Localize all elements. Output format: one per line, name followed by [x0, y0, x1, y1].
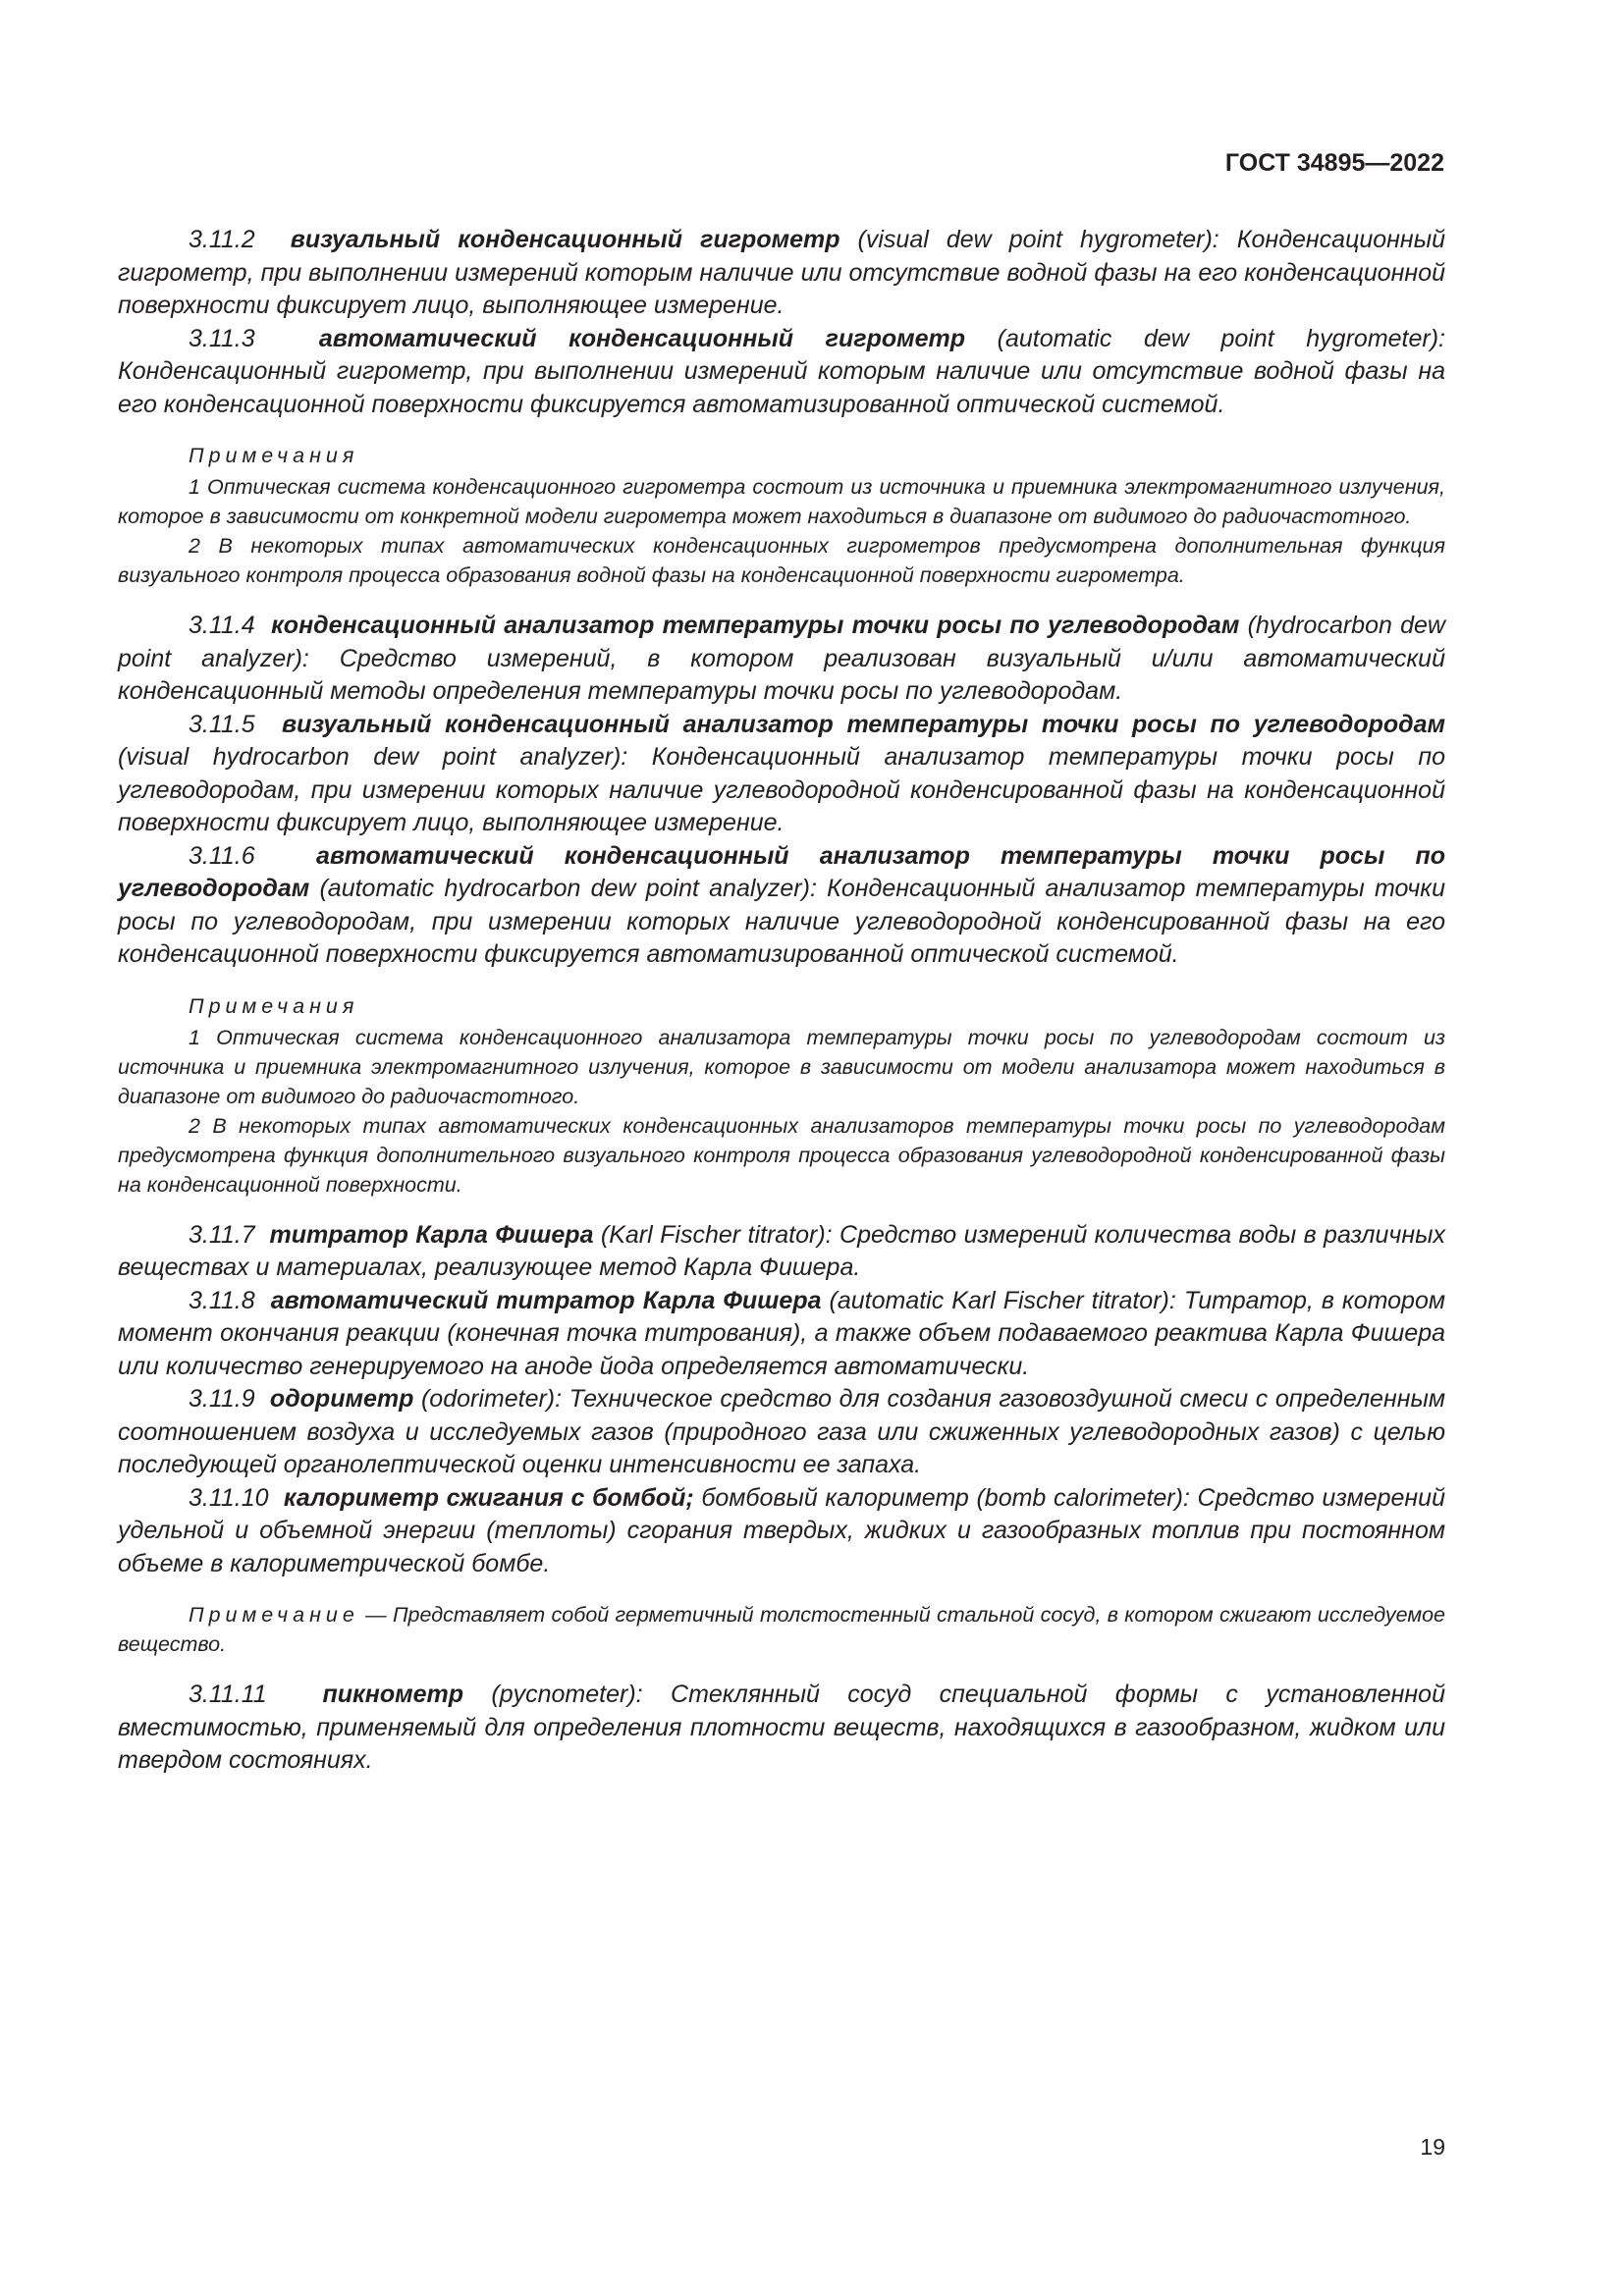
term: автоматический конденсационный гигрометр — [318, 324, 966, 352]
term: автоматический титратор Карла Фишера — [270, 1286, 822, 1314]
note-label: Примечание — [189, 1603, 359, 1627]
term: автоматический конденсационный анализатор температуры точки росы по углеводородам — [118, 841, 1445, 902]
clause-number: 3.11.10 — [189, 1483, 269, 1512]
definition-text: (Karl Fischer titrator): Средство измерений количества воды в различных веществах и материалах, реализующее метод Карла Фишера. — [118, 1220, 1445, 1281]
definition-3-11-11 — [118, 1679, 1445, 1778]
term: титратор Карла Фишера — [269, 1220, 594, 1249]
note-block-3 — [118, 1600, 1445, 1659]
clause-number: 3.11.6 — [189, 841, 255, 870]
definition-text: (automatic hydrocarbon dew point analyzer): Конденсационный анализатор температуры точки росы по углеводородам, при измерении которых наличие углеводородной конденсированной фазы на его конденсационной поверхности фиксируется автоматизированной оптической системой. — [118, 875, 1445, 968]
note-item: 1 Оптическая система конденсационного гигрометра состоит из источника и приемника электромагнитного излучения, которое в зависимости от конкретной модели гигрометра может находиться в диапазоне от видимого до радиочастотного. — [118, 475, 1445, 528]
definition-3-11-3 — [118, 323, 1445, 422]
clause-number: 3.11.9 — [189, 1385, 255, 1413]
definitions-group-3 — [118, 1219, 1445, 1581]
note-text: — Представляет собой герметичный толстостенный стальной сосуд, в котором сжигают исследуемое вещество. — [118, 1603, 1445, 1656]
definition-3-11-10 — [118, 1482, 1445, 1581]
clause-number: 3.11.7 — [189, 1220, 255, 1249]
clause-number: 3.11.8 — [189, 1286, 255, 1314]
term: пикнометр — [322, 1681, 463, 1708]
term: конденсационный анализатор температуры точки росы по углеводородам — [271, 612, 1240, 639]
note-item: 1 Оптическая система конденсационного анализатора температуры точки росы по углеводородам состоит из источника и приемника электромагнитного излучения, которое в зависимости от модели анализатора может находиться в диапазоне от видимого до радиочастотного. — [118, 1025, 1445, 1108]
definition-text: (automatic Karl Fischer titrator): Титратор, в котором момент окончания реакции (конечная точка титрования), а также объем подаваемого реактива Карла Фишера или количество генерируемого на аноде йода определяется автоматически. — [118, 1286, 1445, 1380]
definitions-group-2 — [118, 610, 1445, 972]
definition-text: (pycnometer): Стеклянный сосуд специальной формы с установленной вместимостью, применяемый для определения плотности веществ, находящихся в газообразном, жидком или твердом состояниях. — [118, 1681, 1445, 1774]
definition-3-11-4 — [118, 610, 1445, 709]
definition-text: (odorimeter): Техническое средство для создания газовоздушной смеси с определенным соотношением воздуха и исследуемых газов (природного газа или сжиженных углеводородных газов) с целью последующей органолептической оценки интенсивности ее запаха. — [118, 1385, 1445, 1478]
definition-text: (visual hydrocarbon dew point analyzer): Конденсационный анализатор температуры точки росы по углеводородам, при измерении которых наличие углеводородной конденсированной фазы на конденсационной поверхности фиксирует лицо, выполняющее измерение. — [118, 743, 1445, 836]
term: визуальный конденсационный анализатор температуры точки росы по углеводородам — [282, 710, 1445, 738]
clause-number: 3.11.5 — [189, 710, 255, 738]
clause-number: 3.11.3 — [189, 324, 255, 352]
definition-text: (automatic dew point hygrometer): Конденсационный гигрометр, при выполнении измерений которым наличие или отсутствие водной фазы на его конденсационной поверхности фиксируется автоматизированной оптической системой. — [118, 324, 1445, 418]
notes-block-2 — [118, 991, 1445, 1200]
definition-3-11-2 — [118, 224, 1445, 323]
definitions-group-1 — [118, 224, 1445, 421]
clause-number: 3.11.4 — [189, 612, 255, 639]
clause-number: 3.11.11 — [189, 1681, 267, 1708]
definitions-group-4 — [118, 1679, 1445, 1778]
notes-block-1 — [118, 441, 1445, 590]
page-number: 19 — [1420, 2134, 1445, 2160]
definition-3-11-8 — [118, 1285, 1445, 1384]
clause-number: 3.11.2 — [189, 226, 255, 253]
notes-title: Примечания — [189, 444, 359, 467]
definition-3-11-5 — [118, 709, 1445, 840]
term: калориметр сжигания с бомбой; — [283, 1483, 694, 1512]
definition-3-11-7 — [118, 1219, 1445, 1285]
document-body — [118, 224, 1445, 1778]
definition-3-11-9 — [118, 1383, 1445, 1482]
term: визуальный конденсационный гигрометр — [290, 226, 840, 253]
term: одориметр — [269, 1385, 414, 1413]
note-item: 2 В некоторых типах автоматических конденсационных гигрометров предусмотрена дополнительная функция визуального контроля процесса образования водной фазы на конденсационной поверхности гигрометра. — [118, 534, 1445, 587]
definition-text: (hydrocarbon dew point analyzer): Средство измерений, в котором реализован визуальный и/или автоматический конденсационный методы определения температуры точки росы по углеводородам. — [118, 612, 1445, 705]
definition-text: (visual dew point hygrometer): Конденсационный гигрометр, при выполнении измерений которым наличие или отсутствие водной фазы на его конденсационной поверхности фиксирует лицо, выполняющее измерение. — [118, 226, 1445, 319]
definition-text: бомбовый калориметр (bomb calorimeter): Средство измерений удельной и объемной энергии (теплоты) сгорания твердых, жидких и газообразных топлив при постоянном объеме в калориметрической бомбе. — [118, 1483, 1445, 1577]
document-id: ГОСТ 34895—2022 — [1224, 149, 1444, 177]
definition-3-11-6 — [118, 840, 1445, 972]
note-item: 2 В некоторых типах автоматических конденсационных анализаторов температуры точки росы по углеводородам предусмотрена функция дополнительного визуального контроля процесса образования углеводородной конденсированной фазы на конденсационной поверхности. — [118, 1113, 1445, 1197]
notes-title: Примечания — [189, 993, 359, 1018]
